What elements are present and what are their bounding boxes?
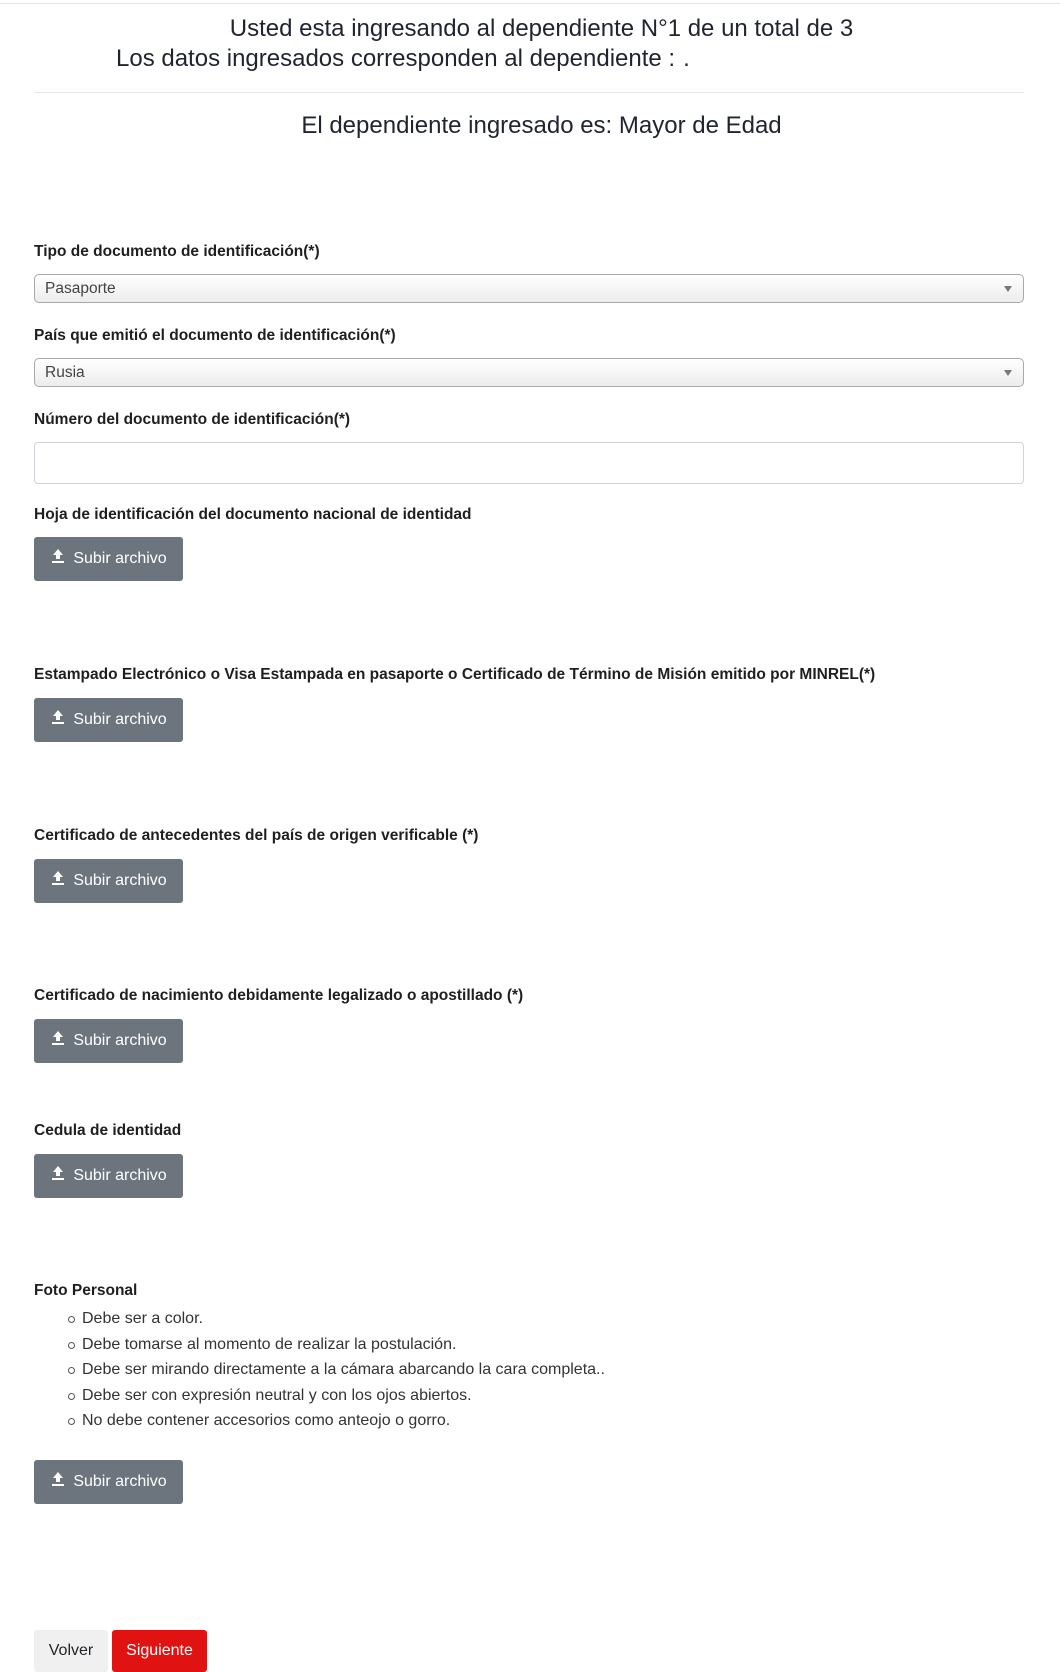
upload-button-id-sheet[interactable]: Subir archivo: [34, 537, 183, 581]
upload-label-birth-cert: Certificado de nacimiento debidamente legalizado o apostillado (*): [34, 987, 524, 1004]
upload-icon: [50, 1471, 66, 1487]
list-item: Debe tomarse al momento de realizar la postulación.: [62, 1332, 605, 1358]
doc-number-input[interactable]: [34, 442, 1024, 484]
doc-type-select[interactable]: [34, 274, 1024, 303]
top-border: [0, 3, 1060, 4]
upload-button-background-cert[interactable]: Subir archivo: [34, 859, 183, 903]
chevron-down-icon: [1004, 286, 1012, 292]
upload-button-visa[interactable]: Subir archivo: [34, 698, 183, 742]
doc-type-label: Tipo de documento de identificación(*): [34, 243, 320, 260]
upload-button-birth-cert[interactable]: Subir archivo: [34, 1019, 183, 1063]
dependent-name-value: .: [683, 45, 690, 72]
doc-type-value: Pasaporte: [45, 280, 116, 297]
upload-button-id-card[interactable]: Subir archivo: [34, 1154, 183, 1198]
chevron-down-icon: [1004, 370, 1012, 376]
list-item: Debe ser con expresión neutral y con los ojos abiertos.: [62, 1383, 605, 1409]
dependent-counter-heading: Usted esta ingresando al dependiente N°1 de un total de 3: [229, 15, 854, 42]
upload-label-photo: Foto Personal: [34, 1282, 138, 1299]
doc-country-label: País que emitió el documento de identificación(*): [34, 327, 396, 344]
upload-icon: [50, 1030, 66, 1046]
upload-label-id-card: Cedula de identidad: [34, 1122, 182, 1139]
list-item: Debe ser a color.: [62, 1306, 605, 1332]
upload-label-visa: Estampado Electrónico o Visa Estampada en pasaporte o Certificado de Término de Misión emitido por MINREL(*): [34, 666, 876, 683]
upload-icon: [50, 1165, 66, 1181]
list-item: No debe contener accesorios como anteojo o gorro.: [62, 1408, 605, 1434]
upload-button-photo[interactable]: Subir archivo: [34, 1460, 183, 1504]
photo-requirements-list: [62, 1306, 605, 1434]
upload-label-id-sheet: Hoja de identificación del documento nacional de identidad: [34, 506, 472, 523]
list-item: Debe ser mirando directamente a la cámara abarcando la cara completa..: [62, 1357, 605, 1383]
upload-icon: [50, 709, 66, 725]
upload-label-background-cert: Certificado de antecedentes del país de origen verificable (*): [34, 827, 479, 844]
dependent-age-status: El dependiente ingresado es: Mayor de Edad: [301, 112, 782, 139]
upload-icon: [50, 548, 66, 564]
next-button[interactable]: Siguiente: [112, 1630, 207, 1672]
header-divider: [34, 92, 1024, 93]
doc-country-value: Rusia: [45, 364, 85, 381]
dependent-name-heading: Los datos ingresados corresponden al dependiente : .: [116, 45, 690, 72]
doc-number-label: Número del documento de identificación(*): [34, 411, 351, 428]
doc-country-select[interactable]: [34, 358, 1024, 387]
upload-icon: [50, 870, 66, 886]
back-button[interactable]: Volver: [34, 1630, 108, 1672]
